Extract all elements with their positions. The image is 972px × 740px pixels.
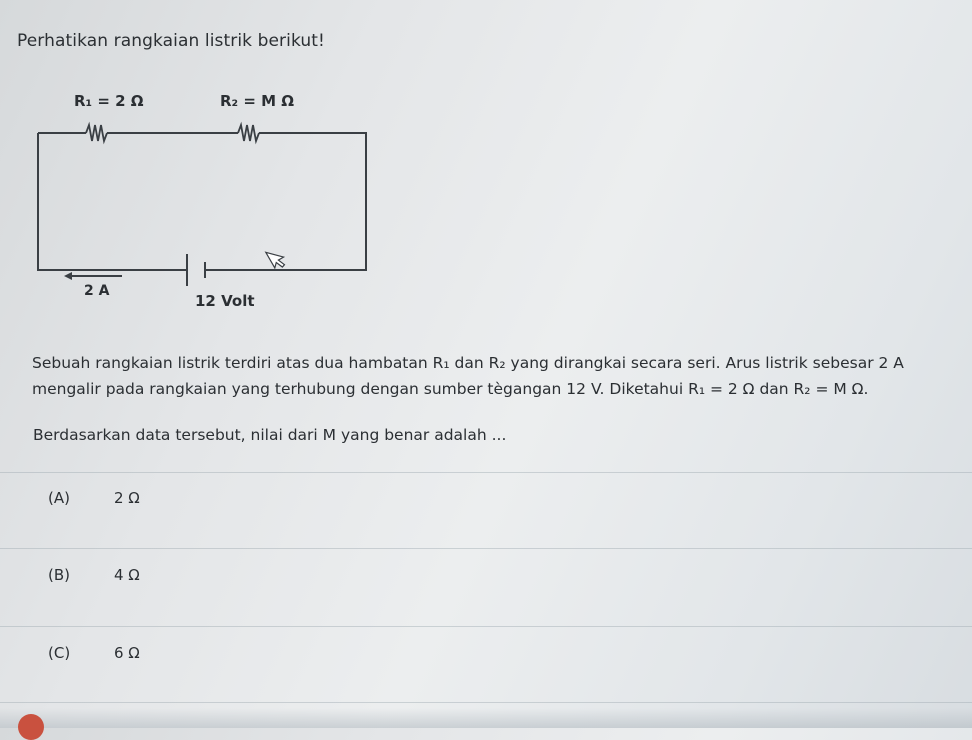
divider [0, 472, 972, 473]
resistor-icon [238, 125, 259, 141]
current-label: 2 A [84, 283, 110, 299]
option-value: 2 Ω [114, 489, 140, 507]
bottom-strip [0, 708, 972, 728]
option-key: (C) [48, 644, 71, 662]
circuit-diagram [30, 82, 390, 327]
option-value: 6 Ω [114, 644, 140, 662]
mouse-cursor-icon [266, 246, 288, 271]
r1-label: R₁ = 2 Ω [74, 92, 144, 110]
divider [0, 626, 972, 627]
option-c[interactable] [48, 644, 140, 662]
option-key: (A) [48, 489, 70, 507]
divider [0, 548, 972, 549]
corner-decoration [18, 714, 44, 740]
right-wire [205, 133, 366, 270]
option-key: (B) [48, 566, 70, 584]
divider [0, 702, 972, 703]
battery-icon [187, 254, 205, 286]
option-b[interactable] [48, 566, 140, 584]
question-line-2: mengalir pada rangkaian yang terhubung dengan sumber tègangan 12 V. Diketahui R₁ = 2 Ω dan R₂ = M Ω. [32, 380, 869, 398]
question-text [32, 350, 972, 402]
question-prompt: Berdasarkan data tersebut, nilai dari M yang benar adalah ... [33, 426, 507, 444]
left-wire [38, 133, 187, 270]
voltage-label: 12 Volt [195, 292, 255, 310]
question-line-1: Sebuah rangkaian listrik terdiri atas dua hambatan R₁ dan R₂ yang dirangkai secara seri. Arus listrik sebesar 2 A [32, 354, 904, 372]
arrow-left-icon [64, 272, 122, 280]
page-title: Perhatikan rangkaian listrik berikut! [17, 31, 325, 51]
option-value: 4 Ω [114, 566, 140, 584]
resistor-icon [86, 125, 107, 141]
r2-label: R₂ = M Ω [220, 92, 295, 110]
option-a[interactable] [48, 489, 140, 507]
